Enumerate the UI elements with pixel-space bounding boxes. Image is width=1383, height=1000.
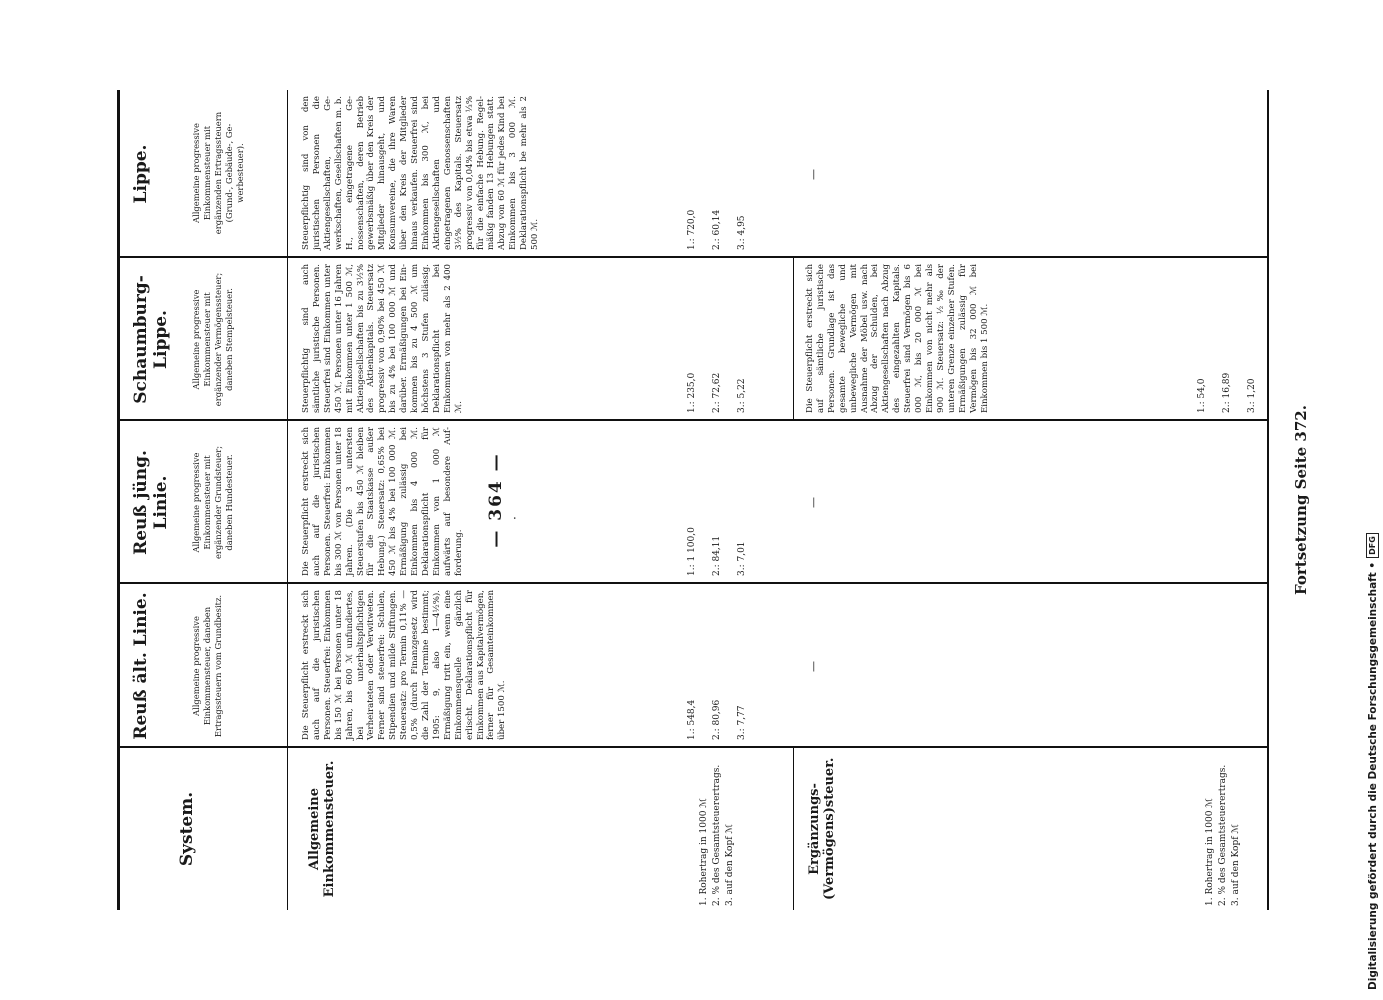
cell-reuss-juengst-income: Die Steuerpflicht erstreckt sich auch auf die juristischen Personen. Steuerfrei: Einkommen bis 300 ℳ von Personen unter 18 Jahren. (Die 3 untersten Steuerstufen bis 450 ℳ bleiben für die Staatskasse außer Hebung.) Steuersatz: 0,65% bei 450 ℳ bis 4% bei 100 000 ℳ. Ermäßigung zulässig bei Einkommen bis 4 000 ℳ. Deklarationspflicht für Einkommen von 1 000 ℳ aufwärts auf besondere Aufforderung.: [301, 427, 464, 576]
sub-label: 3. auf den Kopf ℳ: [725, 823, 735, 906]
stat-value: 1.: 548,4: [687, 699, 697, 740]
empty-cell-dash: —: [807, 169, 820, 180]
stat-value: 3.: 5,22: [737, 378, 747, 413]
row-rule: [793, 258, 794, 421]
sub-label: 2. % des Gesamtsteuerertrags.: [1218, 764, 1228, 906]
ink-dot: ·: [508, 516, 522, 520]
column-description: Allgemeine progressive Einkommensteuer mit ergänzender Grundsteuer; daneben Hundesteuer.: [191, 445, 234, 560]
stats-schaumburg-wealth: [1197, 273, 1272, 413]
tax-table: [117, 90, 1269, 910]
column-description: Allgemeine progressive Einkommensteuer mit ergänzenden Ertragssteuern (Grund-, Gebäude-, Gewerbesteuer).: [191, 111, 245, 235]
stat-value: 3.: 7,01: [737, 541, 747, 576]
empty-cell-dash: —: [807, 497, 820, 508]
column-rule: [117, 582, 1269, 584]
stat-value: 2.: 16,89: [1222, 372, 1232, 413]
stat-value: 2.: 60,14: [712, 209, 722, 250]
column-description: Allgemeine progressive Einkommensteuer mit ergänzender Vermögenssteuer; daneben Stempelsteuer.: [191, 272, 234, 407]
column-heading-system: System.: [177, 791, 197, 867]
stat-value: 1.: 720,0: [687, 209, 697, 250]
cell-lippe-income: Steuerpflichtig sind von den juristischen Personen die Aktiengesellschaften, Gewerkschaften, Gesellschaften m. b. H., eingetragene Genossenschaften, deren Betrieb gewerbsmäßig über den Kreis der Mitglieder hinausgeht, und Konsumvereine, die ihre Waren über den Kreis der Mitglieder hinaus verkaufen. Steuerfrei sind Einkommen bis 300 ℳ, bei Aktiengesellschaften und eingetragenen Genossenschaften 3½% des Kapitals. Steuersatz progressiv von 0,04% bis etwa ⅓% für die einfache Hebung. Regelmäßig fanden 13 Hebungen statt. Abzug von 60 ℳ für jedes Kind bei Einkommen bis 3 000 ℳ. Deklarationspflicht be mehr als 2 500 ℳ.: [301, 96, 541, 250]
stats-reuss-aelt-income: [687, 600, 762, 740]
stat-value: 3.: 4,95: [737, 215, 747, 250]
column-rule: [117, 419, 1269, 421]
stat-value: 2.: 72,62: [712, 372, 722, 413]
stats-lippe-income: [687, 110, 762, 250]
row-label-income-tax: Allgemeine Einkommensteuer.: [307, 760, 337, 898]
stat-value: 2.: 84,11: [712, 535, 722, 576]
bottom-rule: [1267, 90, 1269, 910]
dfg-logo: DFG: [1366, 533, 1379, 558]
page-number: — 364 —: [486, 452, 506, 548]
row-label-wealth-tax: Ergänzungs(Vermögens)steuer.: [807, 757, 837, 900]
sub-label: 1. Rohertrag in 1000 ℳ: [699, 798, 709, 906]
stats-reuss-juengst-income: [687, 436, 762, 576]
sub-label: 3. auf den Kopf ℳ: [1231, 823, 1241, 906]
margin-note-text: Digitalisierung gefördert durch die Deutsche Forschungsgemeinschaft •: [1366, 561, 1379, 990]
stat-value: 3.: 1,20: [1247, 378, 1257, 413]
row-rule: [793, 748, 794, 910]
column-heading-reuss-aelt: Reuß ält. Linie.: [131, 592, 151, 740]
top-rule: [117, 90, 120, 910]
stat-value: 2.: 80,96: [712, 699, 722, 740]
stat-value: 1.: 235,0: [687, 372, 697, 413]
stat-value: 3.: 7,77: [737, 705, 747, 740]
column-rule: [117, 746, 1269, 748]
row-sub-labels: [699, 756, 738, 906]
cell-reuss-aelt-income: Die Steuerpflicht erstreckt sich auch auf die juristischen Personen. Steuerfrei: Einkommen bis 150 ℳ bei Personen unter 18 Jahren, bis 600 ℳ unfundiertes, bei unterhaltspflichtigen Verheirateten oder Verwitweten. Ferner sind steuerfrei: Schulen, Stipendien und milde Stiftungen. Steuersatz: pro Termin 0,11% — 0,5% (durch Finanzgesetz wird die Zahl der Termine bestimmt; 1905: 9, also 1—4½%). Ermäßigung tritt ein, wenn eine Einkommensquelle gänzlich erlischt. Deklarationspflicht für Einkommen aus Kapitalvermögen, ferner für Gesamteinkommen über 1500 ℳ.: [301, 590, 508, 740]
sub-label: 2. % des Gesamtsteuerertrags.: [712, 764, 722, 906]
row-sub-labels: [1205, 756, 1244, 906]
column-heading-lippe: Lippe.: [131, 144, 151, 204]
continuation-note: Fortsetzung Seite 372.: [1292, 405, 1310, 595]
header-rule: [287, 90, 288, 910]
column-description: Allgemeine progressive Einkommensteuer, daneben Ertragssteuern vom Grundbesitz.: [191, 594, 223, 738]
margin-note: [1366, 5, 1379, 990]
cell-schaumburg-income: Steuerpflichtig sind auch sämtliche juristische Personen. Steuerfrei sind Einkommen unter 450 ℳ, Personen unter 16 Jahren mit Einkommen unter 1 500 ℳ, Aktiengesellschaften bis zu 3½% des Aktienkapitals. Steuersatz progressiv von 0,90% bei 450 ℳ bis zu 4% bei 100 000 ℳ und darüber. Ermäßigungen bei Einkommen bis zu 4 500 ℳ um höchstens 3 Stufen zulässig. Deklarationspflicht bei Einkommen von mehr als 2 400 ℳ.: [301, 264, 464, 413]
column-heading-schaumburg-lippe: Schaumburg-Lippe.: [131, 275, 171, 404]
empty-cell-dash: —: [807, 661, 820, 672]
column-rule: [117, 256, 1269, 258]
sub-label: 1. Rohertrag in 1000 ℳ: [1205, 798, 1215, 906]
stat-value: 1.: 1 100,0: [687, 527, 697, 576]
column-heading-reuss-juengst: Reuß jüng. Linie.: [131, 450, 171, 555]
cell-schaumburg-wealth: Die Steuerpflicht erstreckt sich auf sämtliche juristische Personen. Grundlage ist das gesamte bewegliche und unbewegliche Vermögen mit Ausnahme der Möbel usw. nach Abzug der Schulden, bei Aktiengesellschaften nach Abzug des eingezahlten Kapitals. Steuerfrei sind Vermögen bis 6 000 ℳ, bis 20 000 ℳ bei Einkommen von nicht mehr als 900 ℳ. Steuersatz: ½‰ der unteren Grenze einzelner Stufen. Ermäßigungen zulässig für Vermögen bis 32 000 ℳ bei Einkommen bis 1 500 ℳ.: [805, 264, 990, 413]
stat-value: 1.: 54,0: [1197, 378, 1207, 413]
stats-schaumburg-income: [687, 273, 762, 413]
